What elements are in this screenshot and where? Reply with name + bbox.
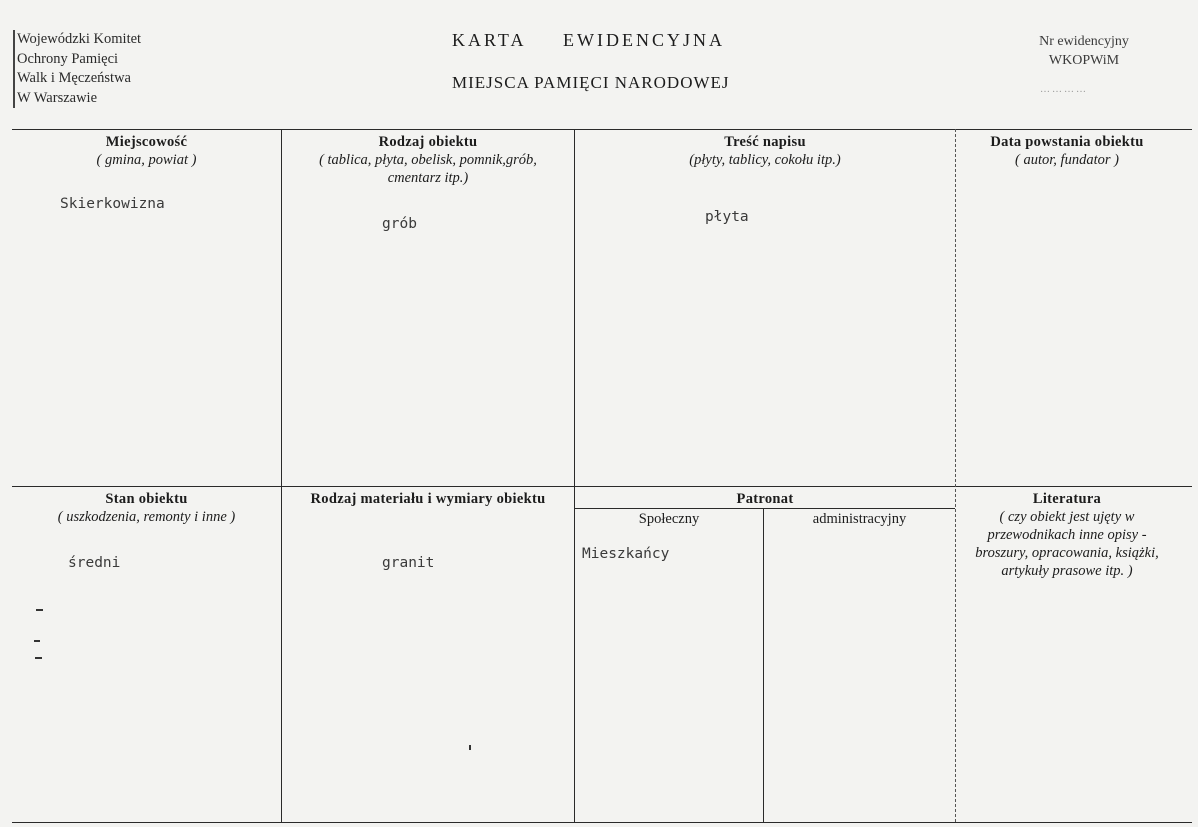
committee-line: Ochrony Pamięci <box>17 50 119 67</box>
committee-name <box>13 30 141 108</box>
registry-number-blank: ………… <box>1040 84 1088 95</box>
registry-code: WKOPWiM <box>1048 53 1120 68</box>
literature-heading: Literatura <box>1032 491 1102 507</box>
creation-date-header <box>956 133 1178 169</box>
patronage-header <box>575 490 955 508</box>
locality-value: Skierkowizna <box>60 196 165 212</box>
material-heading: Rodzaj materiału i wymiary obiektu <box>310 491 546 507</box>
patronage-social-value: Mieszkańcy <box>582 546 670 562</box>
condition-value: średni <box>68 555 121 571</box>
scan-mark <box>34 640 40 642</box>
patronage-column-divider <box>763 508 764 822</box>
inscription-hint: (płyty, tablicy, cokołu itp.) <box>689 152 841 168</box>
locality-header <box>12 133 281 169</box>
registry-number <box>1024 32 1144 70</box>
creation-date-hint: ( autor, fundator ) <box>1015 152 1119 168</box>
patronage-admin-label: administracyjny <box>812 511 907 527</box>
literature-hint: przewodnikach inne opisy - <box>987 527 1147 543</box>
patronage-social-label: Społeczny <box>638 511 700 527</box>
material-header <box>282 490 574 508</box>
table-top-rule <box>12 129 1192 130</box>
object-type-value: grób <box>382 216 417 232</box>
literature-hint: broszury, opracowania, książki, <box>975 545 1159 561</box>
table-bottom-rule <box>12 822 1192 823</box>
scan-mark <box>36 609 43 611</box>
literature-hint: artykuły prasowe itp. ) <box>1001 563 1133 579</box>
patronage-heading: Patronat <box>736 491 794 507</box>
column-divider <box>955 129 956 822</box>
locality-hint: ( gmina, powiat ) <box>96 152 197 168</box>
scan-mark <box>35 657 42 659</box>
committee-line: Walk i Męczeństwa <box>17 70 131 86</box>
title-word: KARTA <box>452 30 526 50</box>
card-subtitle: MIEJSCA PAMIĘCI NARODOWEJ <box>452 73 730 92</box>
object-type-hint: ( tablica, płyta, obelisk, pomnik,grób, <box>319 152 537 168</box>
card-title <box>452 30 725 51</box>
locality-heading: Miejscowość <box>105 134 188 150</box>
title-word: EWIDENCYJNA <box>562 30 725 50</box>
inscription-heading: Treść napisu <box>724 134 806 150</box>
object-type-header <box>282 133 574 187</box>
creation-date-heading: Data powstania obiektu <box>990 134 1144 150</box>
literature-header <box>956 490 1178 580</box>
registry-label: Nr ewidencyjny <box>1039 34 1129 49</box>
inscription-value: płyta <box>705 209 749 225</box>
column-divider <box>574 129 575 822</box>
object-type-hint: cmentarz itp.) <box>387 170 469 186</box>
object-type-heading: Rodzaj obiektu <box>378 134 478 150</box>
condition-heading: Stan obiektu <box>105 491 188 507</box>
material-value: granit <box>382 555 435 571</box>
row-divider <box>12 486 1192 487</box>
scan-mark <box>469 745 471 750</box>
inscription-header <box>575 133 955 169</box>
committee-line: W Warszawie <box>17 89 98 106</box>
column-divider <box>281 129 282 822</box>
committee-line: Wojewódzki Komitet <box>17 31 142 47</box>
patronage-subdivider <box>574 508 955 509</box>
condition-header <box>12 490 281 526</box>
condition-hint: ( uszkodzenia, remonty i inne ) <box>57 509 236 525</box>
literature-hint: ( czy obiekt jest ujęty w <box>999 509 1135 525</box>
